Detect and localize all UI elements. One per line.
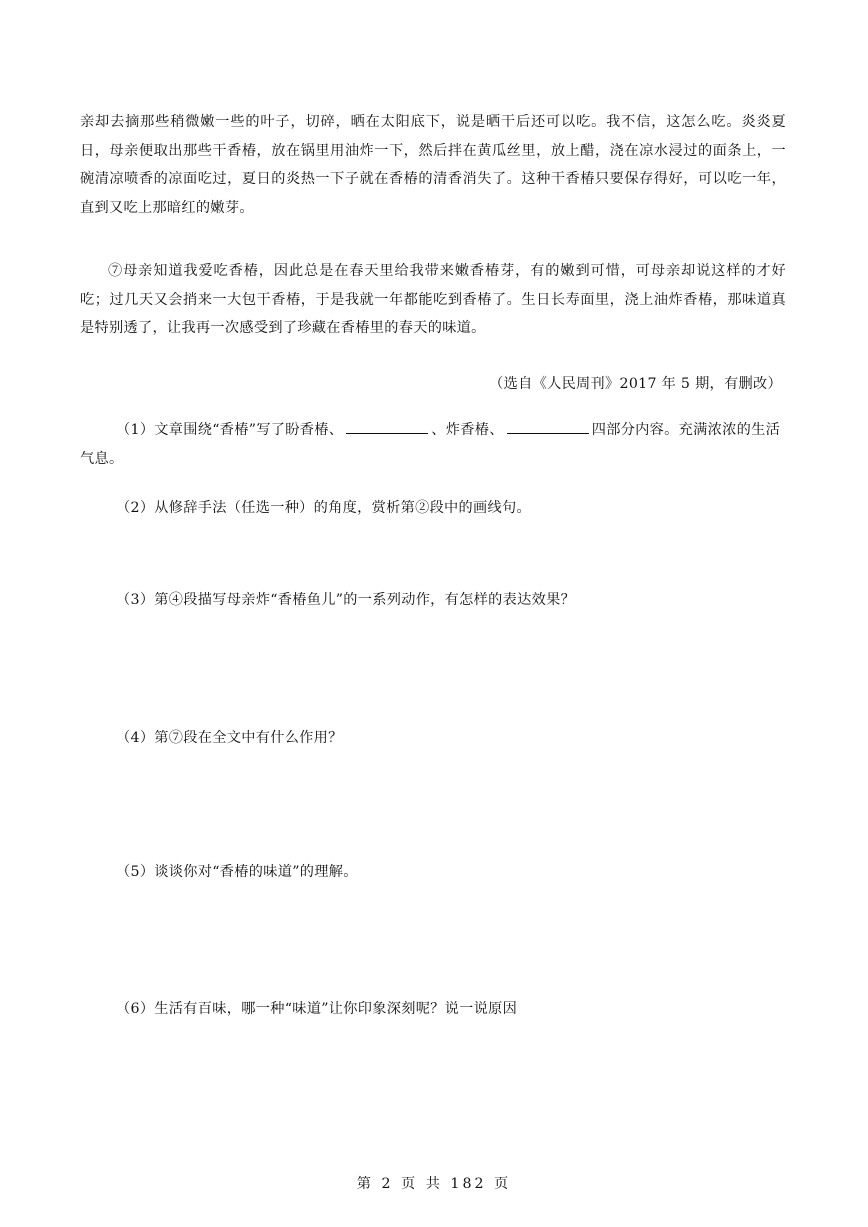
question-5: （5）谈谈你对“香椿的味道”的理解。 [116,864,358,880]
question-1-text-a: （1）文章围绕“香椿”写了盼香椿、 [116,422,344,438]
question-1 [80,416,786,473]
article-paragraph-7: ⑦母亲知道我爱吃香椿，因此总是在春天里给我带来嫩香椿芽，有的嫩到可惜，可母亲却说这样的才好吃；过几天又会捎来一大包干香椿，于是我就一年都能吃到香椿了。生日长寿面里，浇上油炸香椿，那味道真是特别透了，让我再一次感受到了珍藏在香椿里的春天的味道。 [80,263,786,337]
question-6: （6）生活有百味，哪一种“味道”让你印象深刻呢？说一说原因 [116,1001,518,1017]
page-number-footer: 第 2 页 共 182 页 [356,1176,512,1192]
article-source: （选自《人民周刊》2017 年 5 期，有删改） [489,376,782,392]
question-4: （4）第⑦段在全文中有什么作用？ [116,730,343,746]
article-paragraph-continued: 亲却去摘那些稍微嫩一些的叶子，切碎，晒在太阳底下，说是晒干后还可以吃。我不信，这怎么吃。炎炎夏日，母亲便取出那些干香椿，放在锅里用油炸一下，然后拌在黄瓜丝里，放上醋，浇在凉水浸过的面条上，一碗清凉喷香的凉面吃过，夏日的炎热一下子就在香椿的清香消失了。这种干香椿只要保存得好，可以吃一年，直到又吃上那暗红的嫩芽。 [80,114,786,217]
answer-blank-1[interactable] [346,418,428,434]
question-2: （2）从修辞手法（任选一种）的角度，赏析第②段中的画线句。 [116,500,531,516]
question-1-text-b: 、炸香椿、 [431,422,504,438]
question-3: （3）第④段描写母亲炸“香椿鱼儿”的一系列动作，有怎样的表达效果？ [116,592,576,608]
answer-blank-2[interactable] [507,418,589,434]
question-1-text-c: 四部分内容。充满浓浓的生活气息。 [80,422,781,467]
